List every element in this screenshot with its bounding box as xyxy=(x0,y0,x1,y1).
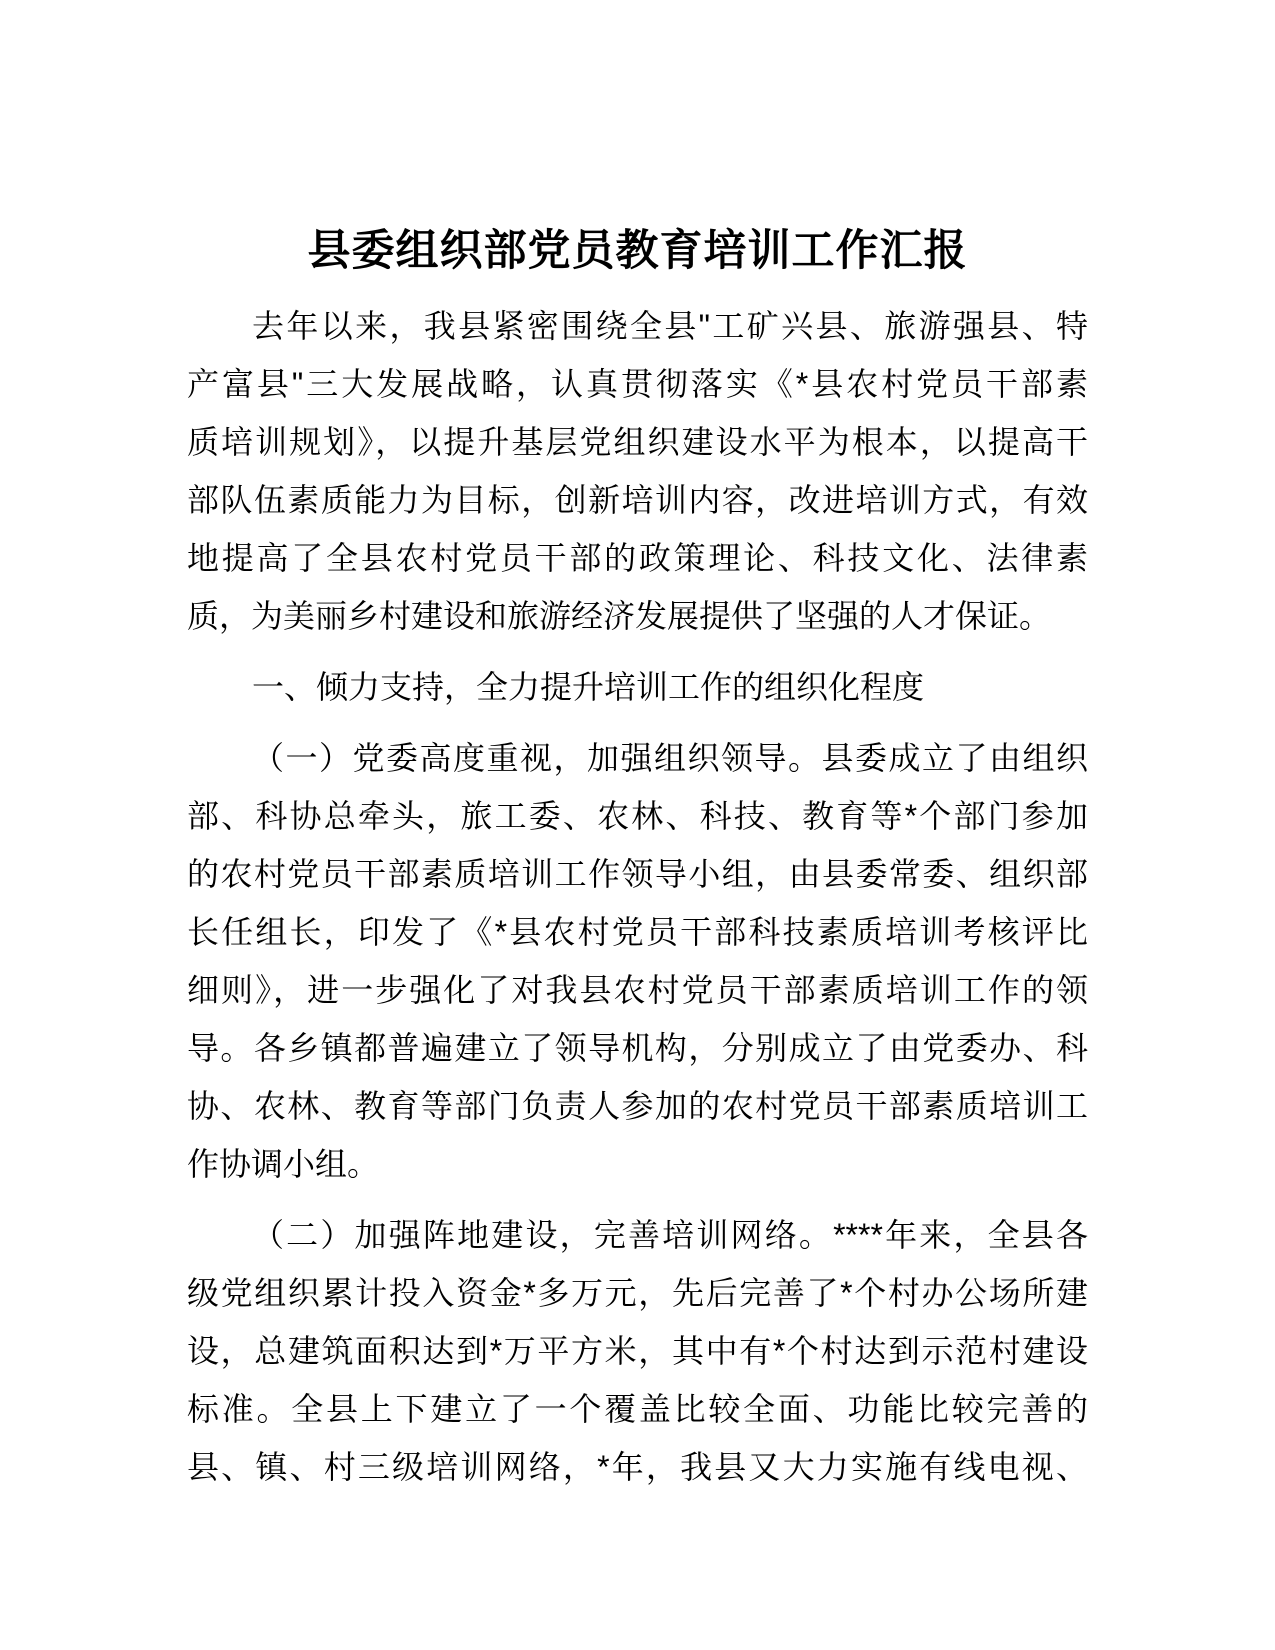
text-line: 标准。全县上下建立了一个覆盖比较全面、功能比较完善的 xyxy=(187,1391,1088,1427)
text-line: 部队伍素质能力为目标，创新培训内容，改进培训方式，有效 xyxy=(187,482,1088,518)
text-line: 的农村党员干部素质培训工作领导小组，由县委常委、组织部 xyxy=(187,856,1088,892)
document-title: 县委组织部党员教育培训工作汇报 xyxy=(307,227,968,275)
text-line: 质培训规划》，以提升基层党组织建设水平为根本，以提高干 xyxy=(187,424,1088,460)
text-line: 设，总建筑面积达到*万平方米，其中有*个村达到示范村建设 xyxy=(187,1333,1088,1369)
text-line: 去年以来，我县紧密围绕全县"工矿兴县、旅游强县、特 xyxy=(252,308,1088,344)
body-paragraph xyxy=(187,297,1088,645)
text-line: 级党组织累计投入资金*多万元，先后完善了*个村办公场所建 xyxy=(187,1275,1088,1311)
text-line: （一）党委高度重视，加强组织领导。县委成立了由组织 xyxy=(252,740,1088,776)
body-paragraph xyxy=(187,729,1088,1193)
text-line: 产富县"三大发展战略，认真贯彻落实《*县农村党员干部素 xyxy=(187,366,1088,402)
document-body xyxy=(187,297,1088,1496)
heading-line: 一、倾力支持，全力提升培训工作的组织化程度 xyxy=(252,669,925,705)
section-heading xyxy=(187,658,1088,716)
text-line: 质，为美丽乡村建设和旅游经济发展提供了坚强的人才保证。 xyxy=(187,598,1052,634)
text-line: 导。各乡镇都普遍建立了领导机构，分别成立了由党委办、科 xyxy=(187,1030,1088,1066)
document-content xyxy=(187,222,1088,1509)
body-paragraph xyxy=(187,1206,1088,1496)
text-line: 县、镇、村三级培训网络，*年，我县又大力实施有线电视、 xyxy=(187,1449,1088,1485)
text-line: 部、科协总牵头，旅工委、农林、科技、教育等*个部门参加 xyxy=(187,798,1088,834)
text-line: （二）加强阵地建设，完善培训网络。****年来，全县各 xyxy=(252,1217,1088,1253)
text-line: 协、农林、教育等部门负责人参加的农村党员干部素质培训工 xyxy=(187,1088,1088,1124)
text-line: 长任组长，印发了《*县农村党员干部科技素质培训考核评比 xyxy=(187,914,1088,950)
text-line: 细则》，进一步强化了对我县农村党员干部素质培训工作的领 xyxy=(187,972,1088,1008)
text-line: 地提高了全县农村党员干部的政策理论、科技文化、法律素 xyxy=(187,540,1088,576)
text-line: 作协调小组。 xyxy=(187,1146,380,1182)
